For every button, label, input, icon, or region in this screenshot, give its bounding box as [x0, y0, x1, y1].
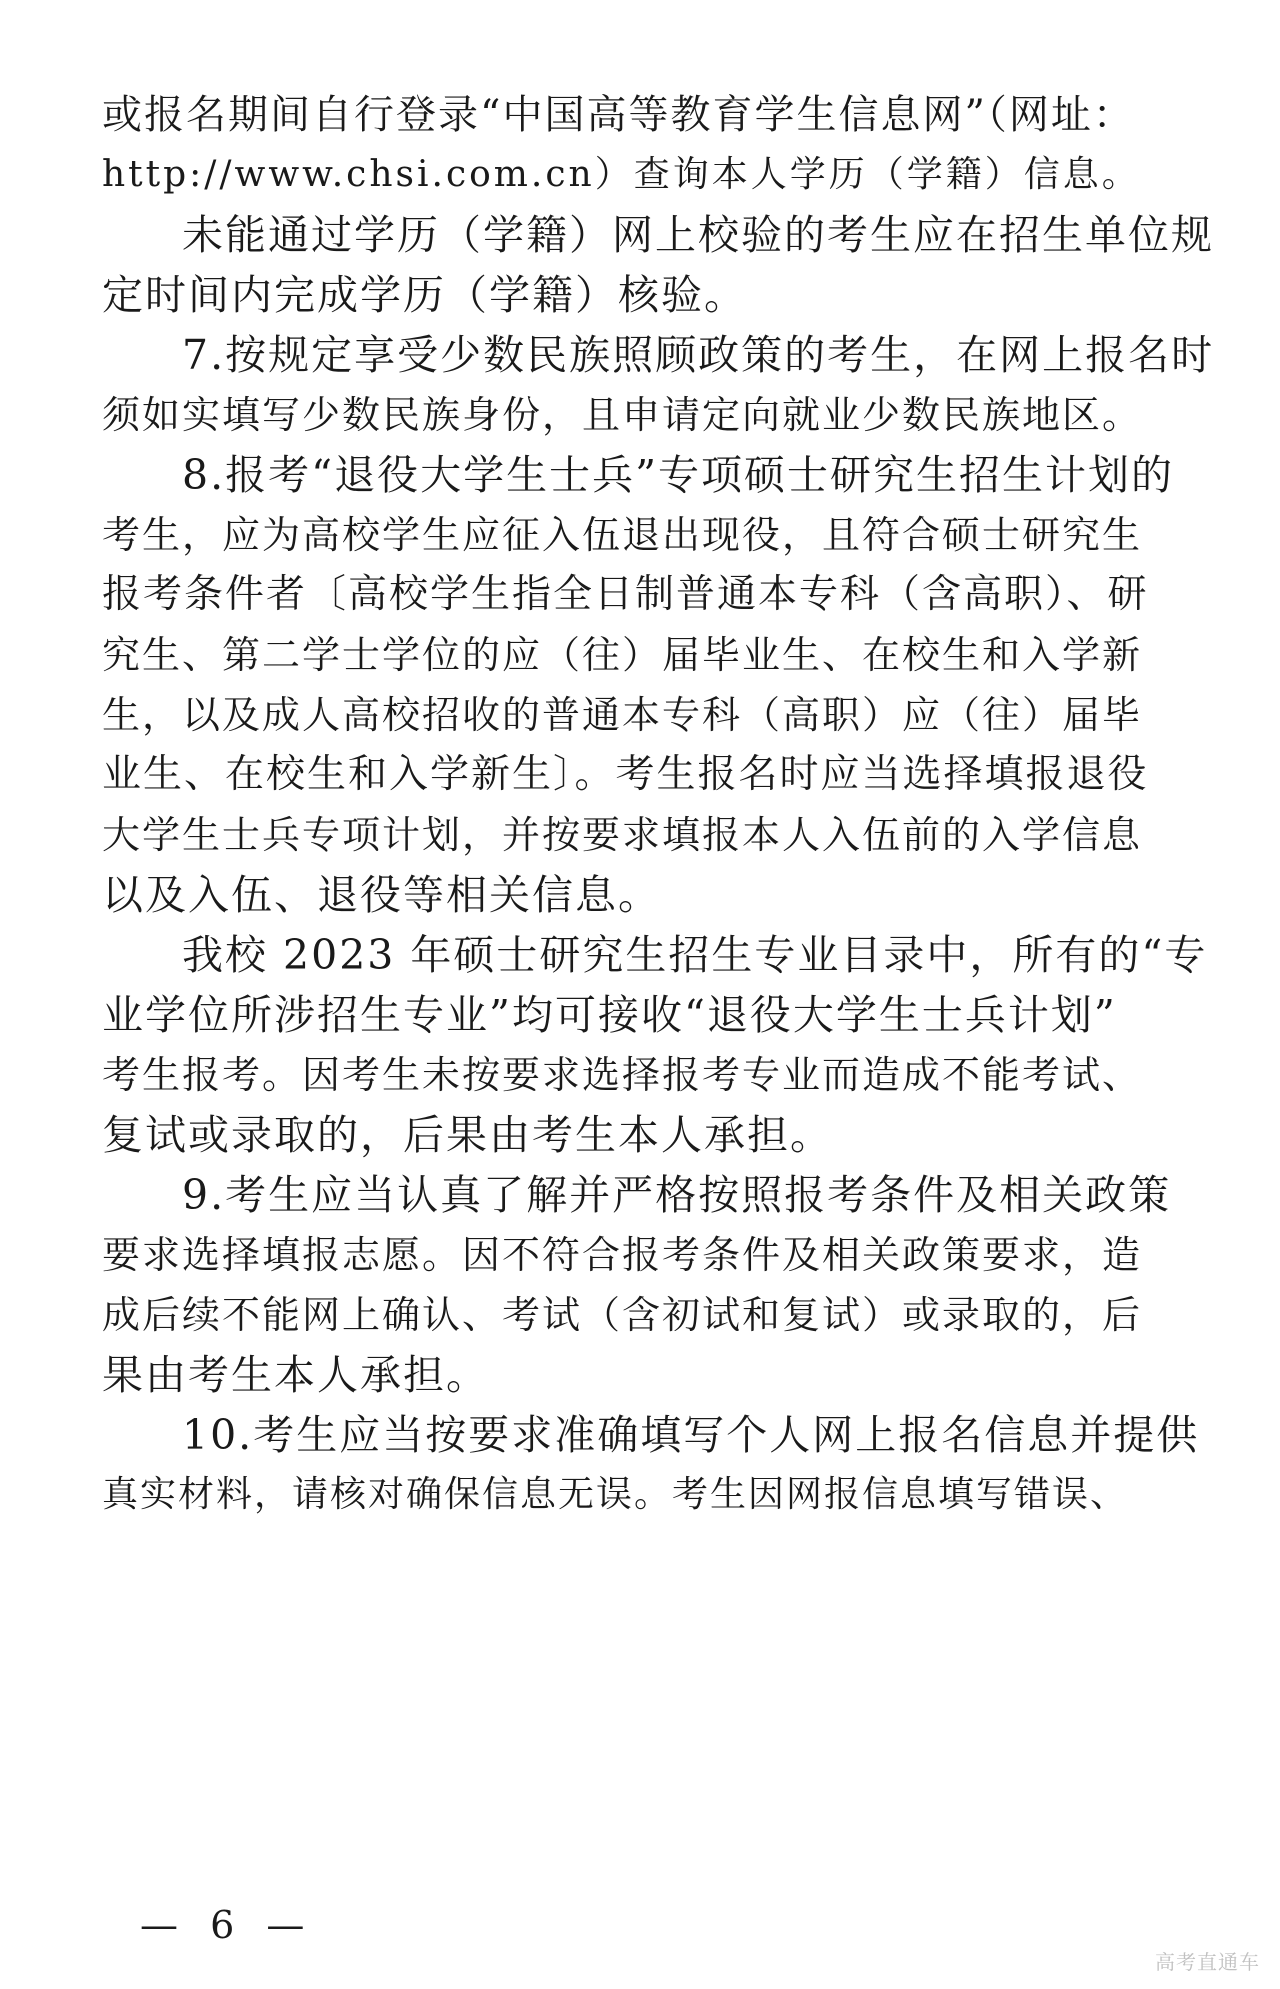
text-line: 或报名期间自行登录“中国高等教育学生信息网”（网址：	[102, 92, 1135, 138]
text-line: 大学生士兵专项计划，并按要求填报本人入伍前的入学信息	[102, 813, 1143, 857]
watermark: 高考直通车	[1155, 1950, 1260, 1974]
text-line: 真实材料，请核对确保信息无误。考生因网报信息填写错误、	[102, 1474, 1129, 1515]
text-line: 定时间内完成学历（学籍）核验。	[102, 271, 747, 319]
text-line: 未能通过学历（学籍）网上校验的考生应在招生单位规	[182, 211, 1214, 259]
text-line: 须如实填写少数民族身份，且申请定向就业少数民族地区。	[102, 393, 1143, 437]
text-line: 成后续不能网上确认、考试（含初试和复试）或录取的，后	[102, 1293, 1143, 1337]
page-number: — 6 —	[140, 1903, 315, 1947]
text-line: 考生，应为高校学生应征入伍退出现役，且符合硕士研究生	[102, 513, 1143, 557]
text-line: 复试或录取的，后果由考生本人承担。	[102, 1111, 833, 1159]
text-line: 究生、第二学士学位的应（往）届毕业生、在校生和入学新	[102, 633, 1143, 677]
text-line: 业学位所涉招生专业”均可接收“退役大学生士兵计划”	[102, 991, 1117, 1039]
text-line: 8.报考“退役大学生士兵”专项硕士研究生招生计划的	[182, 451, 1175, 499]
text-line: 10.考生应当按要求准确填写个人网上报名信息并提供	[182, 1411, 1200, 1459]
text-line: 以及入伍、退役等相关信息。	[102, 871, 661, 919]
text-line: 7.按规定享受少数民族照顾政策的考生，在网上报名时	[182, 331, 1215, 379]
text-line: 果由考生本人承担。	[102, 1351, 489, 1399]
text-line: 9.考生应当认真了解并严格按照报考条件及相关政策	[182, 1171, 1172, 1219]
text-line: 报考条件者〔高校学生指全日制普通本专科（含高职）、研	[102, 572, 1149, 617]
text-line: 业生、在校生和入学新生〕。考生报名时应当选择填报退役	[102, 752, 1149, 797]
text-line-url: http://www.chsi.com.cn）查询本人学历（学籍）信息。	[102, 154, 1141, 195]
text-line: 生，以及成人高校招收的普通本专科（高职）应（往）届毕	[102, 693, 1143, 737]
text-line: 要求选择填报志愿。因不符合报考条件及相关政策要求，造	[102, 1233, 1143, 1277]
text-line: 我校 2023 年硕士研究生招生专业目录中，所有的“专	[182, 931, 1208, 979]
text-line: 考生报考。因考生未按要求选择报考专业而造成不能考试、	[102, 1053, 1143, 1097]
